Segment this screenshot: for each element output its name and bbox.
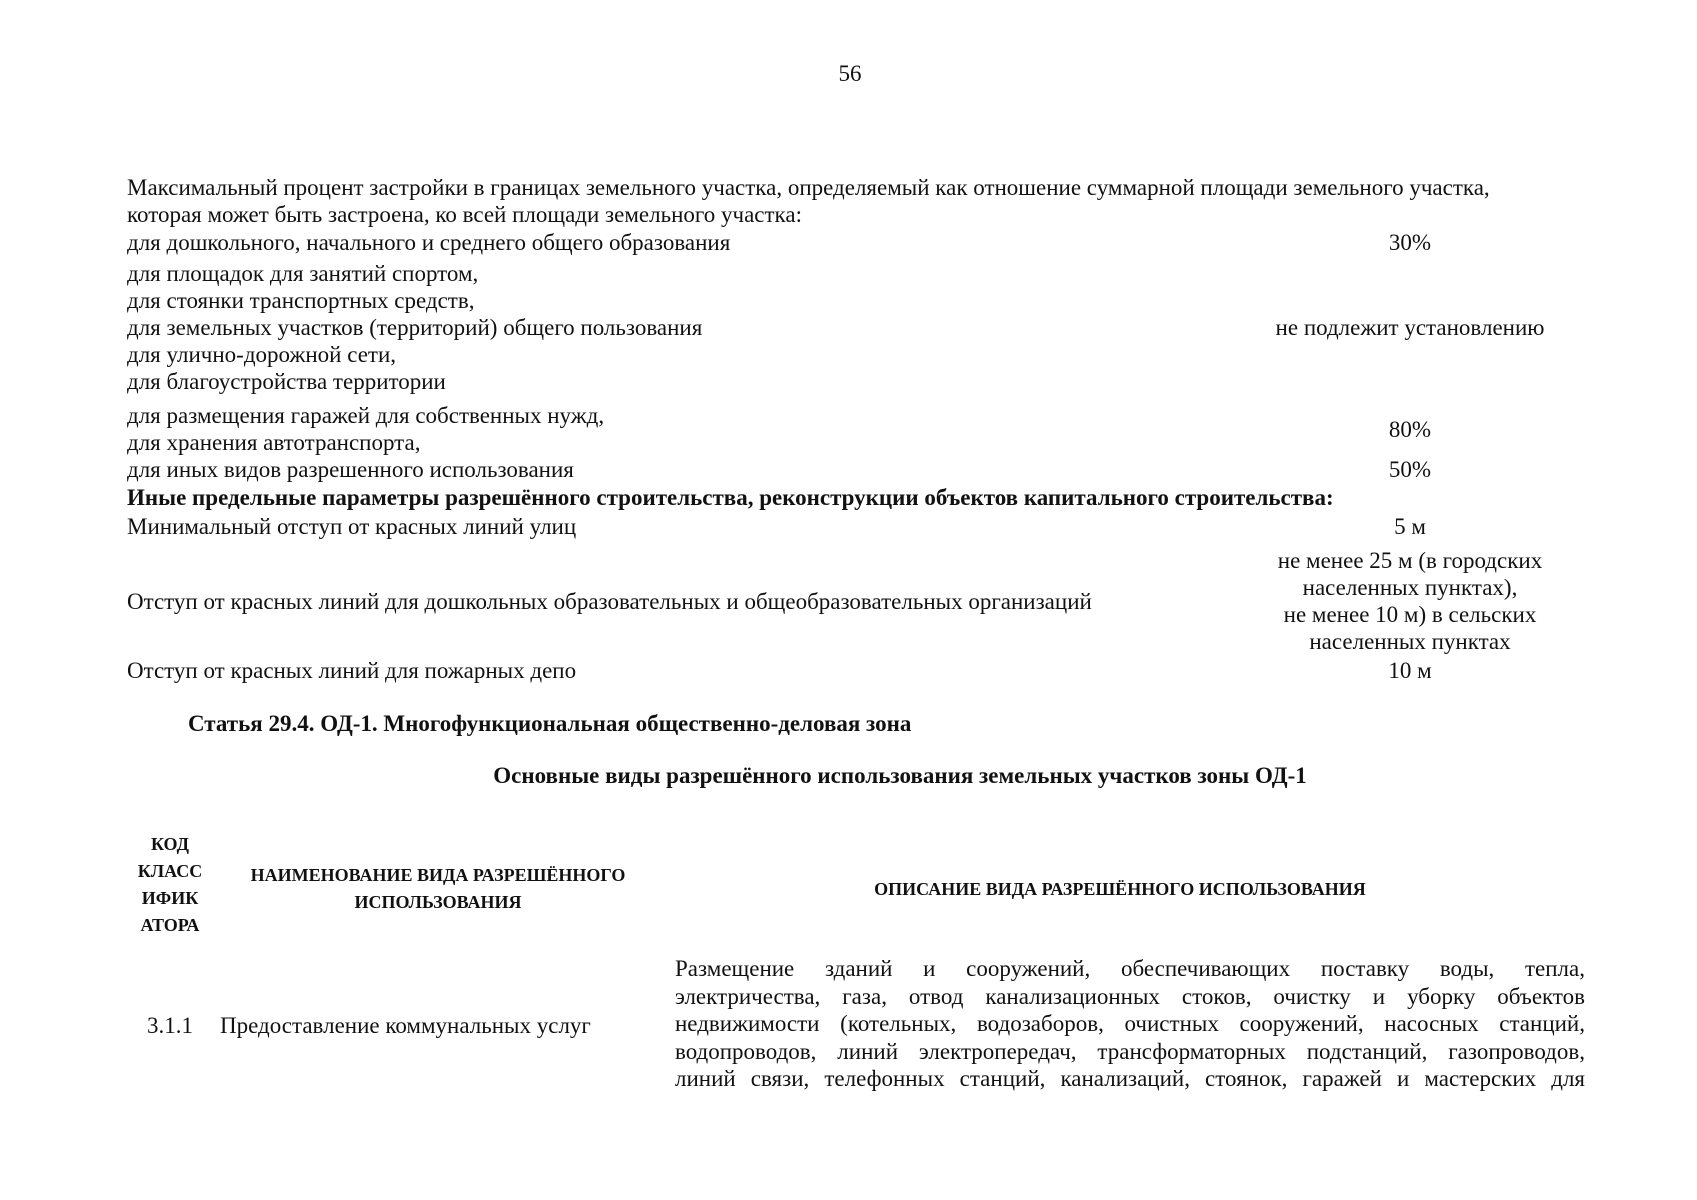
param-label: для земельных участков (территорий) общего пользования <box>127 315 703 340</box>
param-value: 80% <box>1388 417 1432 442</box>
table-cell-description: Размещение зданий и сооружений, обеспечивающих поставку воды, тепла, электричества, газа, отвод канализационных стоков, очистку и уборку объектов недвижимости (котельных, водозаборов, очистных сооружений, насосных станций, водопроводов, линий электропередач, трансформаторных подстанций, газопроводов, линий связи, телефонных станций, канализаций, стоянок, гаражей и мастерских для <box>675 956 1585 1091</box>
intro-line-1: Максимальный процент застройки в границах земельного участка, определяемый как отношение суммарной площади земельного участка, <box>127 175 1490 200</box>
param-value: 30% <box>1388 230 1432 255</box>
other-param-value: не менее 25 м (в городских населенных пунктах), не менее 10 м) в сельских населенных пунктах <box>1277 548 1543 654</box>
other-param-label: Отступ от красных линий для дошкольных образовательных и общеобразовательных организаций <box>127 589 1092 614</box>
other-param-label: Минимальный отступ от красных линий улиц <box>127 514 577 539</box>
other-param-value: 10 м <box>1388 658 1432 683</box>
table-header-code: КОД КЛАСС ИФИК АТОРА <box>137 834 203 935</box>
table-header-description: ОПИСАНИЕ ВИДА РАЗРЕШЁННОГО ИСПОЛЬЗОВАНИЯ <box>874 879 1366 899</box>
param-label: для иных видов разрешенного использования <box>127 457 574 482</box>
other-param-label: Отступ от красных линий для пожарных депо <box>127 658 577 683</box>
param-label: для благоустройства территории <box>127 369 446 394</box>
section-title: Основные виды разрешённого использования земельных участков зоны ОД-1 <box>493 763 1307 788</box>
table-header-name: НАИМЕНОВАНИЕ ВИДА РАЗРЕШЁННОГО ИСПОЛЬЗОВАНИЯ <box>250 865 626 912</box>
article-title: Статья 29.4. ОД-1. Многофункциональная общественно-деловая зона <box>188 711 912 736</box>
param-label: для стоянки транспортных средств, <box>127 288 475 313</box>
intro-line-2: которая может быть застроена, ко всей площади земельного участка: <box>127 202 802 227</box>
page-number: 56 <box>838 61 862 86</box>
param-label: для площадок для занятий спортом, <box>127 261 479 286</box>
table-cell-code: 3.1.1 <box>147 1013 193 1038</box>
param-label: для улично-дорожной сети, <box>127 342 397 367</box>
param-label: для дошкольного, начального и среднего общего образования <box>127 230 731 255</box>
other-param-value: 5 м <box>1394 514 1426 539</box>
param-label: для хранения автотранспорта, <box>127 430 421 455</box>
table-cell-name: Предоставление коммунальных услуг <box>220 1013 591 1038</box>
param-label: для размещения гаражей для собственных нужд, <box>127 403 605 428</box>
param-value: не подлежит установлению <box>1275 315 1545 340</box>
param-value: 50% <box>1388 457 1432 482</box>
other-params-heading: Иные предельные параметры разрешённого строительства, реконструкции объектов капитального строительства: <box>127 485 1334 510</box>
